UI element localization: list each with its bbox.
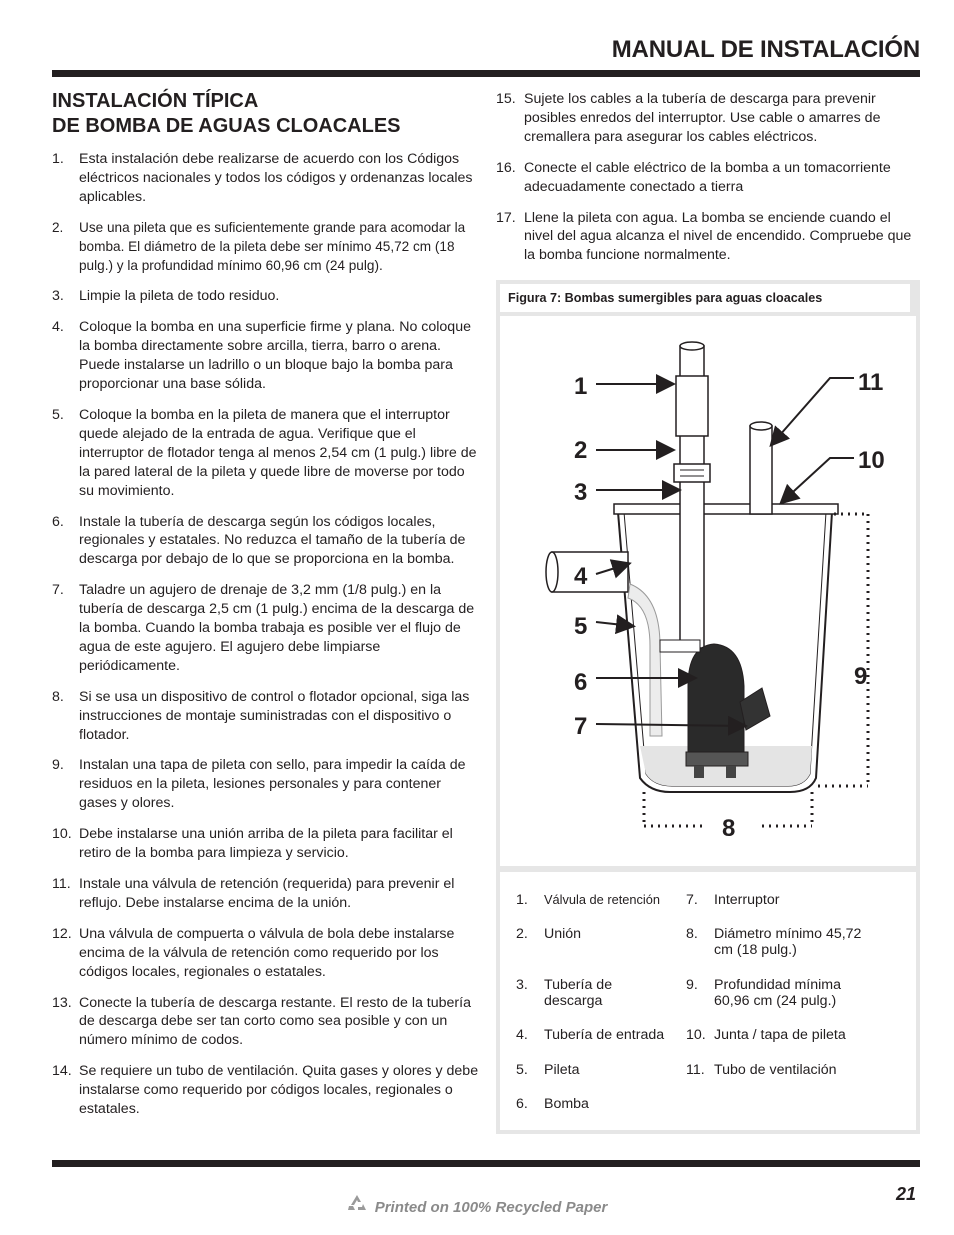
step-item: 7. Taladre un agujero de drenaje de 3,2 mm (1/8 pulg.) en la tubería de descarga 2,5 cm (1 pulg.) encima de la descarga de la bomba. Cuando la bomba trabaja es posible ver el flujo de agua de este agujero. El agujero debe limpiarse periódicamente. [52,582,475,674]
arrow-11 [772,378,854,444]
step-item: 1. Esta instalación debe realizarse de acuerdo con los Códigos eléctricos nacionales y todos los códigos y ordenanzas locales aplicables. [52,151,473,205]
union-fitting [674,464,710,482]
steps-left-column [52,150,482,1131]
callout-11: 11 [858,369,884,396]
sump-pump-diagram [500,316,916,866]
callout-4: 4 [574,563,588,590]
page-number: 21 [895,1184,916,1204]
bottom-rule [52,1160,920,1167]
legend-item: 11. Tubo de ventilación [686,1062,837,1078]
legend-item: 9. Profundidad mínima 60,96 cm (24 pulg.) [686,977,841,1009]
legend-item: 7. Interruptor [686,892,780,908]
page-header-title: MANUAL DE INSTALACIÓN [611,36,920,63]
legend-item: 2. Unión [516,926,582,942]
pump-body [688,644,744,752]
diagram-svg [500,316,916,866]
legend-item: 3. Tubería de descarga [516,977,613,1009]
section-title [52,89,401,139]
step-item: 4. Coloque la bomba en una superficie firme y plana. No coloque la bomba directamente sobre arcilla, tierra, barro o arena. Puede instalarse un ladrillo o un bloque bajo la bomba para proporcionar una base sólida. [52,319,471,393]
inflow-stream [628,584,662,736]
step-item: 6. Instale la tubería de descarga según los códigos locales, regionales y estatales. No reduzca el tamaño de la tubería de descarga por debajo de lo que se proporciona en la bomba. [52,513,466,568]
steps-right-column [496,90,916,277]
figure-caption: Figura 7: Bombas sumergibles para aguas cloacales [500,284,910,312]
callout-10: 10 [858,447,885,474]
step-item: 2. Use una pileta que es suficientemente grande para acomodar la bomba. El diámetro de la pileta debe ser mínimo 45,72 cm (18 pulg.) y la profundidad mínimo 60,96 cm (24 pulg). [52,219,466,273]
step-item: 15. Sujete los cables a la tubería de descarga para prevenir posibles enredos del interruptor. Use cable o amarres de cremallera para asegurar los cables eléctricos. [496,91,881,145]
step-item: 10. Debe instalarse una unión arriba de la pileta para facilitar el retiro de la bomba para limpieza y servicio. [52,826,453,862]
step-item: 5. Coloque la bomba en la pileta de manera que el interruptor quede alejado de la entrada de agua. Verifique que el interruptor de flotador tenga al menos 2,54 cm (1 pulg.) libre de la pared lateral de la pileta y quede libre de moverse por todo su movimiento. [52,406,477,499]
callout-7: 7 [574,713,588,740]
inlet-pipe [552,552,628,592]
callout-6: 6 [574,669,588,696]
callout-3: 3 [574,479,588,506]
step-item: 11. Instale una válvula de retención (requerida) para prevenir el reflujo. Debe instalarse encima de la unión. [52,876,455,911]
legend-item: 1. Válvula de retención [516,892,660,908]
check-valve [676,376,708,436]
section-title-line2: DE BOMBA DE AGUAS CLOACALES [52,115,401,137]
basin-lid [614,504,838,514]
legend-item: 10. Junta / tapa de pileta [686,1027,846,1043]
arrow-10 [782,458,854,502]
section-title-line1: INSTALACIÓN TÍPICA [52,90,259,112]
vent-pipe [750,426,772,514]
figure-legend [500,872,916,1130]
step-item: 12. Una válvula de compuerta o válvula de bola debe instalarse encima de la válvula de retención como requerido por los códigos locales, regionales o estatales. [52,925,455,980]
legend-item: 8. Diámetro mínimo 45,72 cm (18 pulg.) [686,926,862,958]
recycle-icon [347,1194,367,1216]
figure-panel [496,280,920,1134]
step-item: 9. Instalan una tapa de pileta con sello, para impedir la caída de residuos en la pileta, lesiones personales y para contener gases y olores. [52,757,466,812]
callout-2: 2 [574,437,588,464]
step-item: 3. Limpie la pileta de todo residuo. [52,288,280,305]
footer-text: Printed on 100% Recycled Paper [374,1199,608,1216]
step-item: 14. Se requiere un tubo de ventilación. Quita gases y olores y debe instalarse como requerido por códigos locales, regionales o estatales. [52,1063,479,1118]
step-item: 8. Si se usa un dispositivo de control o flotador opcional, siga las instrucciones de montaje suministradas con el dispositivo o flotador. [52,688,470,743]
callout-8: 8 [722,815,736,842]
callout-1: 1 [574,373,588,400]
legend-item: 6. Bomba [516,1096,589,1112]
callout-9: 9 [854,663,868,690]
legend-item: 4. Tubería de entrada [516,1027,665,1043]
footer [0,1194,954,1216]
legend-item: 5. Pileta [516,1062,580,1078]
callout-5: 5 [574,613,588,640]
top-rule [52,70,920,77]
step-item: 17. Llene la pileta con agua. La bomba se enciende cuando el nivel del agua alcanza el nivel de encendido. Compruebe que la bomba funcione normalmente. [496,209,912,264]
step-item: 16. Conecte el cable eléctrico de la bomba a un tomacorriente adecuadamente conectado a tierra [496,159,891,195]
step-item: 13. Conecte la tubería de descarga restante. El resto de la tubería de descarga debe ser tan corto como sea posible y con un número mínimo de codos. [52,994,471,1049]
